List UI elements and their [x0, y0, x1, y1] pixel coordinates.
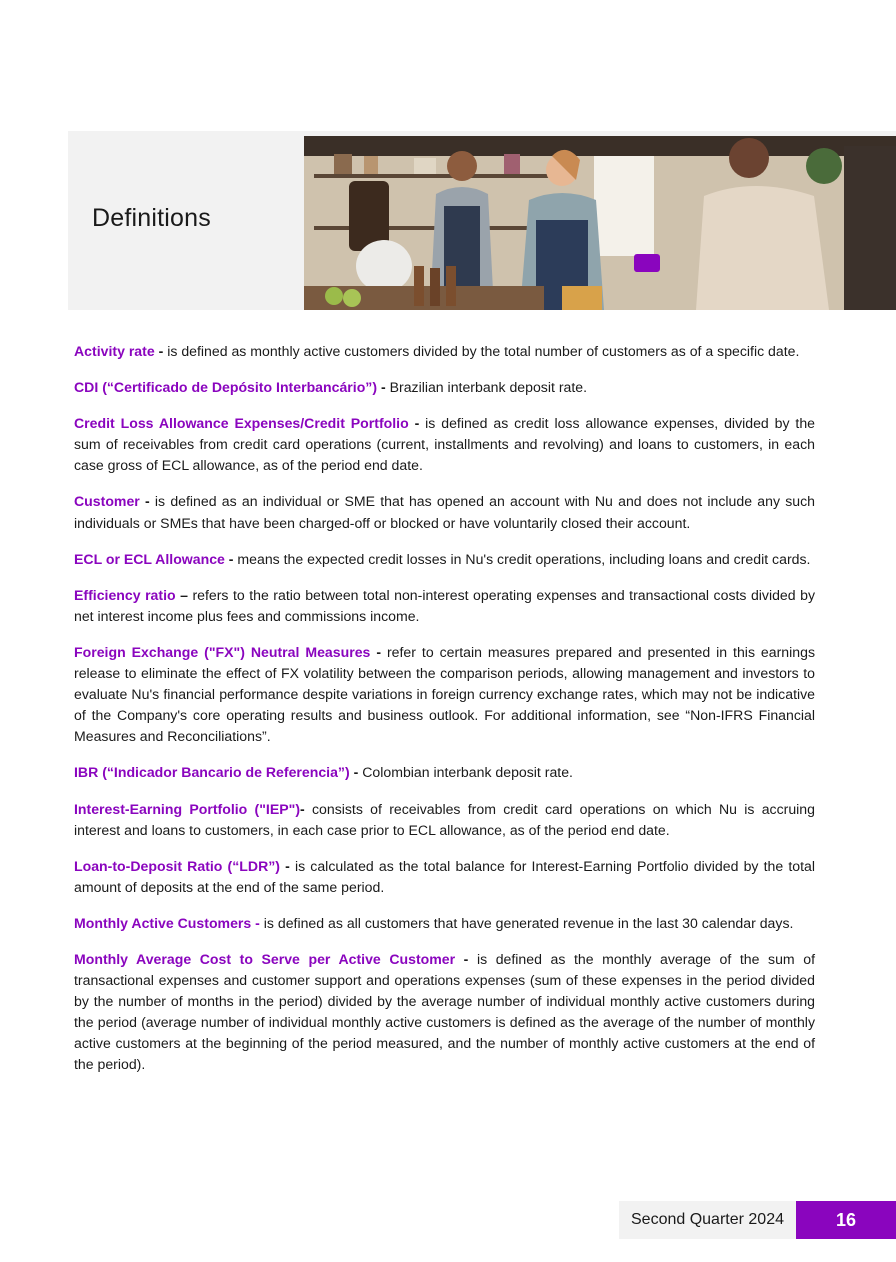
definition-separator: - — [154, 343, 168, 359]
definition-iep — [74, 799, 815, 841]
definition-fx-neutral — [74, 642, 815, 747]
definition-cdi — [74, 377, 815, 398]
definitions-list — [74, 341, 815, 1091]
definition-term: Loan-to-Deposit Ratio (“LDR”) — [74, 857, 280, 874]
definition-term: Efficiency ratio — [74, 586, 176, 603]
definition-text: is defined as all customers that have generated revenue in the last 30 calendar days. — [263, 914, 794, 931]
definition-text: is defined as credit loss allowance expenses, divided by the sum of receivables from credit card operations (current, installments and revolving) and loans to customers, in each case gross of ECL allowance, as of the period end date. — [74, 415, 815, 474]
definition-text: Colombian interbank deposit rate. — [362, 764, 573, 781]
definition-monthly-active-customers — [74, 913, 815, 934]
definition-credit-loss-allowance — [74, 413, 815, 476]
definition-term: Credit Loss Allowance Expenses/Credit Portfolio — [74, 415, 409, 432]
definition-text: means the expected credit losses in Nu's credit operations, including loans and credit cards. — [237, 550, 811, 567]
definition-separator: - — [408, 415, 426, 432]
definition-term: CDI (“Certificado de Depósito Interbancário”) — [74, 379, 378, 396]
definition-text: is defined as monthly active customers divided by the total number of customers as of a specific date. — [167, 343, 800, 359]
definition-separator: - — [139, 493, 155, 510]
definition-separator: - — [455, 950, 477, 967]
definition-separator: - — [370, 643, 387, 660]
definition-term: Monthly Average Cost to Serve per Active Customer — [74, 950, 456, 967]
definition-separator: - — [349, 764, 363, 781]
definition-text: is defined as the monthly average of the sum of transactional expenses and customer support and operations expenses (sum of these expenses in the period divided by the number of months in the period) divided by the average number of individual monthly active customers during the period (average number of individual monthly active customers is defined as the average of the number of monthly active customers at the beginning of the period measured, and the number of monthly active customers at the end of the period). — [74, 950, 815, 1073]
definition-efficiency-ratio — [74, 585, 815, 627]
definition-term: IBR (“Indicador Bancario de Referencia”) — [74, 764, 350, 781]
definition-separator: - — [280, 857, 295, 874]
footer-period: Second Quarter 2024 — [619, 1201, 796, 1239]
definition-ibr — [74, 762, 815, 783]
definition-text: refer to certain measures prepared and presented in this earnings release to eliminate the effect of FX volatility between the comparison periods, allowing management and investors to evaluate Nu's financial performance despite variations in foreign currency exchange rates, which may not be indicative of the Company's core operating results and business outlook. For additional information, see “Non-IFRS Financial Measures and Reconciliations”. — [74, 643, 815, 745]
definition-ldr — [74, 856, 815, 898]
definition-term: Monthly Active Customers - — [74, 914, 260, 931]
definition-term: Activity rate — [74, 343, 155, 359]
page-title: Definitions — [92, 204, 211, 232]
definition-activity-rate — [74, 341, 815, 362]
definition-text: Brazilian interbank deposit rate. — [389, 379, 588, 396]
definition-customer — [74, 491, 815, 533]
hero-photo — [304, 136, 896, 310]
definition-text: is defined as an individual or SME that has opened an account with Nu and does not include any such individuals or SMEs that have been charged-off or blocked or have voluntarily closed their account. — [74, 493, 815, 531]
definition-separator: – — [175, 586, 193, 603]
definition-separator: - — [377, 379, 390, 396]
definition-cost-to-serve — [74, 949, 815, 1076]
definition-term: Customer — [74, 493, 140, 510]
definition-ecl — [74, 549, 815, 570]
page-number: 16 — [796, 1201, 896, 1239]
definition-term: Foreign Exchange ("FX") Neutral Measures — [74, 643, 371, 660]
definition-text: consists of receivables from credit card operations on which Nu is accruing interest and loans to customers, in each case prior to ECL allowance, as of the period end date. — [74, 800, 815, 838]
definition-separator: - — [300, 800, 312, 817]
definition-term: Interest-Earning Portfolio ("IEP") — [74, 800, 301, 817]
definition-term: ECL or ECL Allowance — [74, 550, 225, 567]
definition-text: is calculated as the total balance for Interest-Earning Portfolio divided by the total amount of deposits at the end of the same period. — [74, 857, 815, 895]
definition-separator: - — [224, 550, 238, 567]
definition-text: refers to the ratio between total non-interest operating expenses and transactional costs divided by net interest income plus fees and commissions income. — [74, 586, 815, 624]
